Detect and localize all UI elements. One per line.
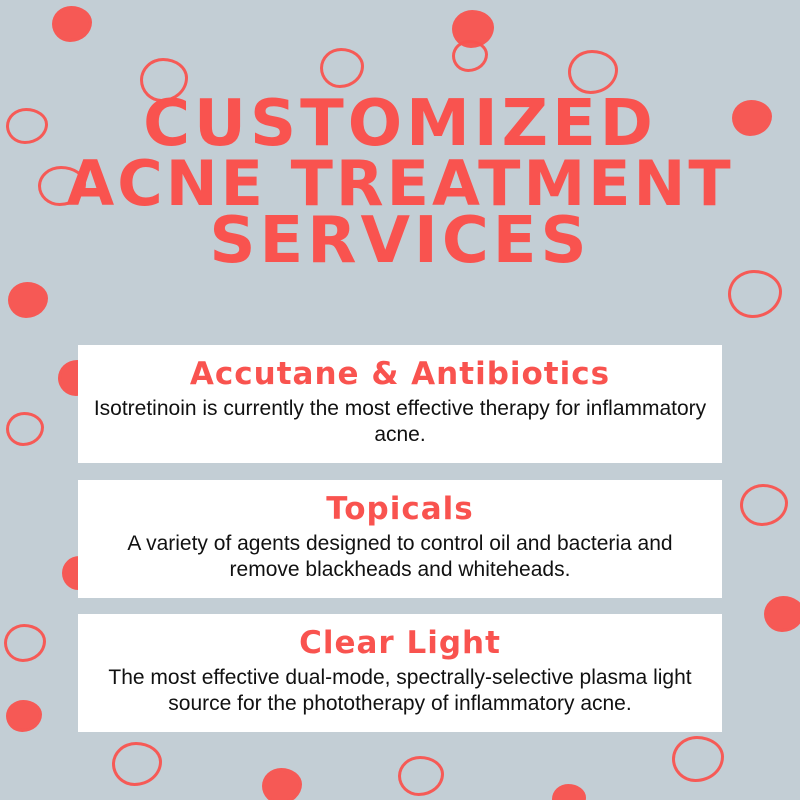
acne-spot-doodle xyxy=(452,40,488,72)
service-card-body: Isotretinoin is currently the most effective therapy for inflammatory acne. xyxy=(93,396,707,447)
acne-spot-doodle xyxy=(672,736,724,782)
page-title xyxy=(0,87,800,279)
acne-spot-doodle xyxy=(4,624,46,662)
service-card-title: Topicals xyxy=(326,491,474,527)
acne-spot-doodle xyxy=(764,596,800,632)
acne-spot-doodle xyxy=(728,270,782,318)
service-card-body: The most effective dual-mode, spectrally-selective plasma light source for the phototherapy of inflammatory acne. xyxy=(108,665,692,716)
acne-spot-doodle xyxy=(740,484,788,526)
acne-spot-doodle xyxy=(112,742,162,786)
acne-spot-doodle xyxy=(398,756,444,796)
service-card-accutane-antibiotics xyxy=(78,345,722,463)
page-title-line-1: CUSTOMIZED xyxy=(143,87,657,161)
acne-spot-doodle xyxy=(6,412,44,446)
acne-spot-doodle xyxy=(8,282,48,318)
service-card-topicals xyxy=(78,480,722,598)
acne-spot-doodle xyxy=(552,784,586,800)
page-title-line-2: ACNE TREATMENT xyxy=(66,146,734,220)
service-card-body: A variety of agents designed to control oil and bacteria and remove blackheads and whiteheads. xyxy=(127,531,673,582)
acne-spot-doodle xyxy=(452,10,494,48)
service-card-title: Accutane & Antibiotics xyxy=(189,356,611,392)
service-card-title: Clear Light xyxy=(299,625,501,661)
acne-spot-doodle xyxy=(262,768,302,800)
acne-spot-doodle xyxy=(320,48,364,88)
page-title-line-3: SERVICES xyxy=(209,204,591,279)
acne-spot-doodle xyxy=(52,6,92,42)
acne-spot-doodle xyxy=(6,700,42,732)
service-card-clear-light xyxy=(78,614,722,732)
